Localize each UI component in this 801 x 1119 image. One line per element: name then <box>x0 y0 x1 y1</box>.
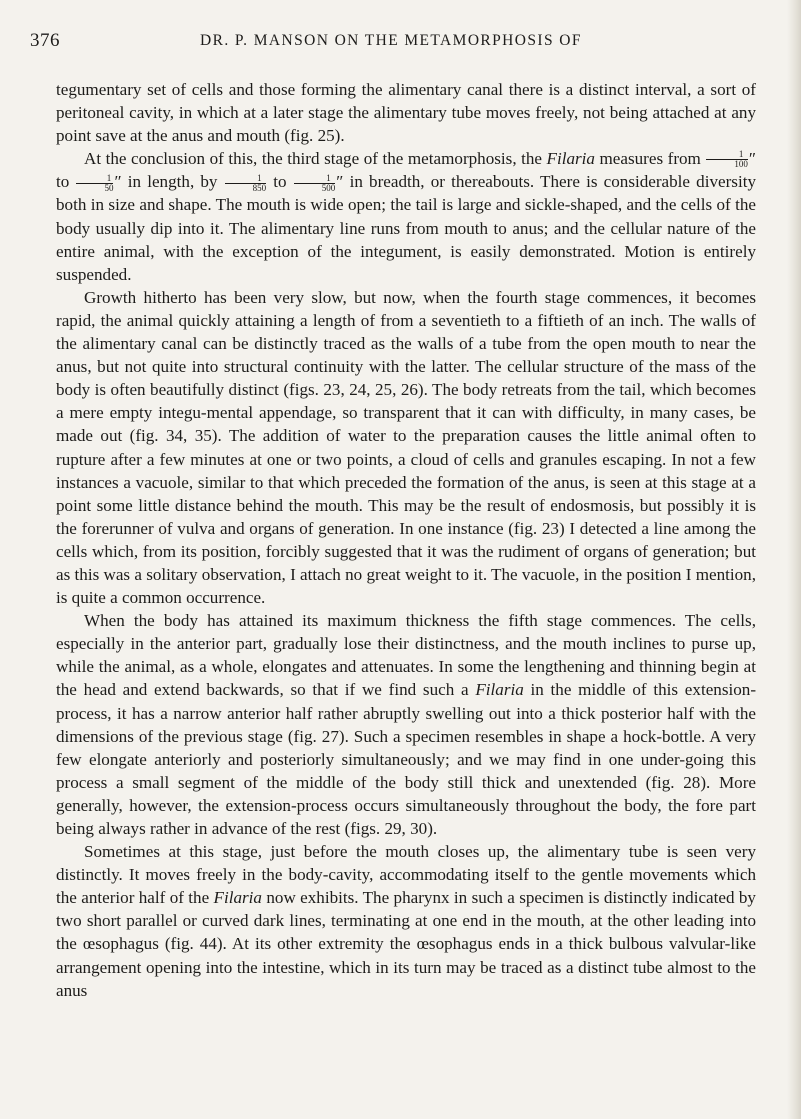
fraction-breadth-min <box>225 174 267 193</box>
paragraph-4 <box>56 609 756 840</box>
fraction-length-max <box>76 174 113 193</box>
taxon-name: Filaria <box>475 680 524 700</box>
fraction-denominator: 850 <box>252 182 267 193</box>
article-body <box>56 78 756 1002</box>
text-run: When the body has attained its maximum thickness the fifth stage commences. The cells, especially in the anterior part, gradually lose their distinctness, and the mouth inclines to purse up, while the animal, as a whole, elongates and attenuates. In some the lengthening and thinning begin at the head and extend backwards, so that if we find such a <box>56 611 756 700</box>
text-run: in the middle of this extension-process, it has a narrow anterior half rather abruptly swelling out into a thick posterior half with the dimensions of the previous stage (fig. 27). Such a specimen resembles in shape a hock-bottle. A very few elongate anteriorly and posteriorly simultaneously; and we may find in one under-going this process a small segment of the middle of the body still thick and unextended (fig. 28). More generally, however, the extension-process occurs simultaneously throughout the body, the fore part being always rather in advance of the rest (figs. 29, 30). <box>56 680 757 838</box>
text-run: measures from <box>594 149 706 169</box>
taxon-name: Filaria <box>213 888 262 908</box>
paragraph-5 <box>56 840 756 1002</box>
fraction-numerator: 1 <box>706 150 748 160</box>
text-run: ″ to <box>56 149 757 192</box>
paragraph-1: tegumentary set of cells and those forming the alimentary canal there is a distinct interval, a sort of peritoneal cavity, in which at a later stage the alimentary tube moves freely, not being attached at any point save at the anus and mouth (fig. 25). <box>56 80 756 146</box>
fraction-numerator: 1 <box>294 174 336 184</box>
text-run: to <box>267 172 293 192</box>
fraction-denominator: 50 <box>104 182 114 193</box>
taxon-name: Filaria <box>546 149 595 169</box>
paragraph-3: Growth hitherto has been very slow, but now, when the fourth stage commences, it becomes rapid, the animal quickly attaining a length of from a seventieth to a fiftieth of an inch. The walls of the alimentary canal can be distinctly traced as the walls of a tube from the open mouth to near the anus, but not quite into structural continuity with the latter. The cellular structure of the mass of the body is often beautifully distinct (figs. 23, 24, 25, 26). The body retreats from the tail, which becomes a mere empty integu-mental appendage, so transparent that it can with difficulty, in many cases, be made out (fig. 34, 35). The addition of water to the preparation causes the little animal often to rupture after a few minutes at one or two points, a cloud of cells and granules escaping. In not a few instances a vacuole, similar to that which preceded the formation of the anus, is seen at this stage at a point some little distance behind the mouth. This may be the result of endosmosis, but possibly it is the forerunner of vulva and organs of generation. In one instance (fig. 23) I detected a line among the cells which, from its position, forcibly suggested that it was the rudiment of organs of generation; but as this was a solitary observation, I attach no great weight to it. The vacuole, in the position I mention, is quite a common occurrence. <box>56 287 756 608</box>
text-run: ″ in length, by <box>114 172 224 192</box>
page-edge-shadow <box>787 0 801 1119</box>
fraction-numerator: 1 <box>225 174 267 184</box>
fraction-denominator: 100 <box>734 159 748 170</box>
fraction-numerator: 1 <box>76 174 113 184</box>
fraction-length-min <box>706 150 748 169</box>
fraction-breadth-max <box>294 174 336 193</box>
running-head <box>30 30 770 54</box>
page-number: 376 <box>30 30 60 51</box>
running-title: DR. P. MANSON ON THE METAMORPHOSIS OF <box>200 32 582 49</box>
fraction-denominator: 500 <box>321 182 336 193</box>
text-run: ″ in breadth, or thereabouts. There is considerable diversity both in size and shape. The mouth is wide open; the tail is large and sickle-shaped, and the cells of the body usually dip into it. The alimentary line runs from mouth to anus; and the cellular nature of the entire animal, with the exception of the integument, is easily demonstrated. Motion is entirely suspended. <box>56 172 756 284</box>
text-run: At the conclusion of this, the third stage of the metamorphosis, the <box>84 149 547 169</box>
text-run: now exhibits. The pharynx in such a specimen is distinctly indicated by two short parallel or curved dark lines, terminating at one end in the mouth, at the other leading into the œsophagus (fig. 44). At its other extremity the œsophagus ends in a thick bulbous valvular-like arrangement opening into the intestine, which in its turn may be traced as a distinct tube almost to the anus <box>56 888 756 1000</box>
text-run: Sometimes at this stage, just before the mouth closes up, the alimentary tube is seen very distinctly. It moves freely in the body-cavity, accommodating itself to the gentle movements which the anterior half of the <box>56 842 756 908</box>
paragraph-2 <box>56 147 756 286</box>
